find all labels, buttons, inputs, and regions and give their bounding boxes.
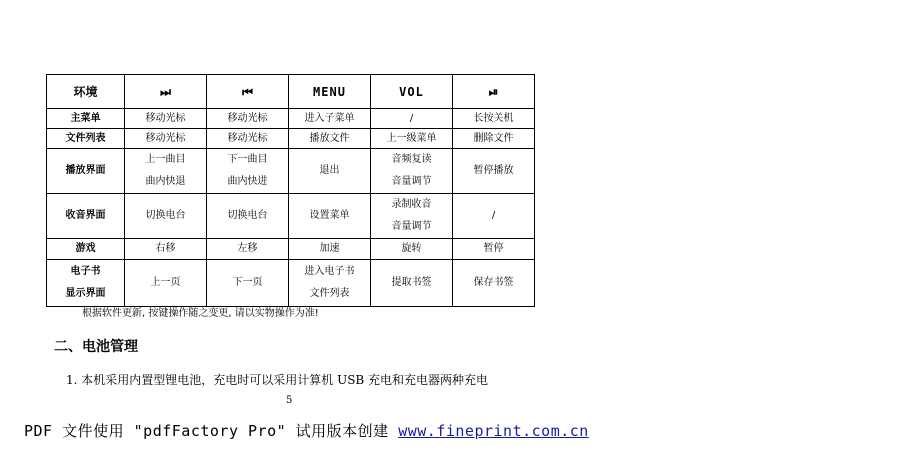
table-cell: / [371,109,453,129]
table-cell: 左移 [207,239,289,260]
table-cell: 进入子菜单 [289,109,371,129]
table-row [47,149,535,194]
table-cell: 加速 [289,239,371,260]
cell-line: 电子书 [70,266,101,277]
paragraph: 1. 本机采用内置型锂电池，充电时可以采用计算机 USB 充电和充电器两种充电 [66,373,489,387]
cell-line: 下一曲目 [227,154,268,165]
table-cell: 旋转 [371,239,453,260]
previous-track-icon: ⏮ [207,75,289,109]
table-cell: 上一页 [125,260,207,307]
table-note: 根据软件更新, 按键操作随之变更, 请以实物操作为准! [82,308,319,319]
cell-line: 曲内快退 [145,176,186,187]
header-environment: 环境 [47,75,125,109]
table-cell: 移动光标 [125,109,207,129]
cell-line: 录制收音 [391,199,432,210]
table-cell: 长按关机 [453,109,535,129]
table-row [47,194,535,239]
table-row [47,260,535,307]
table-cell [371,194,453,239]
header-menu: MENU [289,75,371,109]
table-cell: 下一页 [207,260,289,307]
table-row [47,109,535,129]
cell-line: 上一曲目 [145,154,186,165]
table-cell: 上一级菜单 [371,129,453,149]
play-pause-icon: ⏯ [453,75,535,109]
table-cell [125,149,207,194]
table-cell [207,149,289,194]
table-cell: 播放文件 [289,129,371,149]
cell-line: 曲内快进 [227,176,268,187]
row-label: 游戏 [47,239,125,260]
row-label: 收音界面 [47,194,125,239]
table-cell: 提取书签 [371,260,453,307]
cell-line: 进入电子书 [304,266,355,277]
table-cell: 设置菜单 [289,194,371,239]
page-number: 5 [286,395,293,406]
table-cell: 移动光标 [125,129,207,149]
pdf-footer [24,420,589,441]
table-cell: 删除文件 [453,129,535,149]
table-cell [371,149,453,194]
next-track-icon: ⏭ [125,75,207,109]
table-cell: 移动光标 [207,129,289,149]
table-cell: 切换电台 [207,194,289,239]
table-cell: 切换电台 [125,194,207,239]
table-cell: 暂停播放 [453,149,535,194]
cell-line: 文件列表 [309,288,350,299]
key-function-table [46,74,535,307]
table-row [47,129,535,149]
footer-link[interactable]: www.fineprint.com.cn [398,422,589,440]
row-label: 播放界面 [47,149,125,194]
table-cell: / [453,194,535,239]
table-cell: 保存书签 [453,260,535,307]
cell-line: 显示界面 [65,288,106,299]
row-label: 文件列表 [47,129,125,149]
table-row [47,239,535,260]
cell-line: 音频复读 [391,154,432,165]
table-header-row [47,75,535,109]
table-cell: 退出 [289,149,371,194]
cell-line: 音量调节 [391,221,432,232]
section-title: 二、电池管理 [54,339,138,355]
cell-line: 音量调节 [391,176,432,187]
table-cell: 右移 [125,239,207,260]
table-cell: 暂停 [453,239,535,260]
row-label: 主菜单 [47,109,125,129]
table-cell [289,260,371,307]
table-cell: 移动光标 [207,109,289,129]
row-label [47,260,125,307]
header-vol: VOL [371,75,453,109]
footer-text: PDF 文件使用 "pdfFactory Pro" 试用版本创建 [24,422,399,440]
